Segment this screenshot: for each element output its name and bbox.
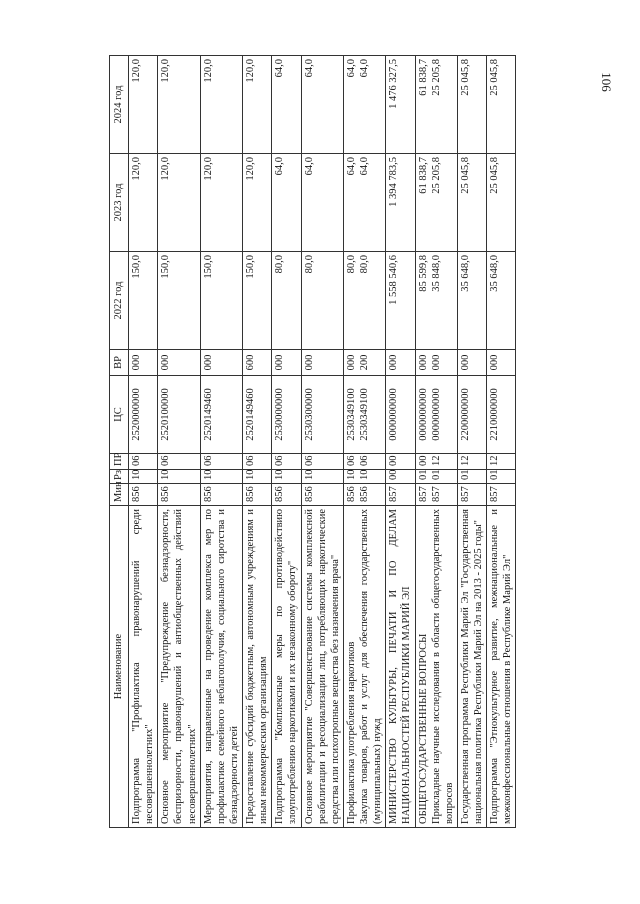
cell-cs: 2530000000 [272,376,301,454]
cell-2024: 25 045,8 [487,56,516,154]
cell-vr: 000 [386,350,415,376]
cell-2024: 120,0 [158,56,200,154]
cell-name: Основное мероприятие "Совершенствование системы комплексной реабилитации и ресоциализации лиц, потребляющих наркотические средства или психотропные вещества без назначения врача" [301,506,343,828]
table-row [200,56,242,828]
cell-vr: 000 [301,350,343,376]
cell-cs: 2520000000 [129,376,158,454]
cell-cs: 2210000000 [487,376,516,454]
cell-2024: 120,0 [243,56,272,154]
cell-rz: 10 [158,470,200,484]
table-row [158,56,200,828]
cell-2023: 64,0 [272,154,301,252]
cell-name: Подпрограмма "Комплексные меры по противодействию злоупотреблению наркотиками и их незаконному обороту" [272,506,301,828]
cell-pr: 06 [158,454,200,470]
cell-2022: 85 599,8 35 848,0 [415,252,457,350]
cell-name: Государственная программа Республики Марий Эл "Государственная национальная политика Республики Марий Эл на 2013 - 2025 годы" [457,506,486,828]
col-header-cs: ЦС [110,376,129,454]
cell-vr: 000 [129,350,158,376]
col-header-min: Мин [110,484,129,506]
cell-rz: 01 01 [415,470,457,484]
cell-rz: 10 [200,470,242,484]
cell-rz: 01 [487,470,516,484]
cell-cs: 2520149460 [243,376,272,454]
cell-2024: 61 838,7 25 205,8 [415,56,457,154]
cell-vr: 000 [200,350,242,376]
cell-2024: 120,0 [129,56,158,154]
table-row [243,56,272,828]
cell-pr: 12 [487,454,516,470]
budget-table-container [109,59,617,828]
table-row [272,56,301,828]
cell-min: 856 [200,484,242,506]
cell-2022: 150,0 [200,252,242,350]
cell-2023: 120,0 [200,154,242,252]
cell-name: Профилактика употребления наркотиков Закупка товаров, работ и услуг для обеспечения государственных (муниципальных) нужд [343,506,385,828]
rotated-page-area [109,59,617,828]
cell-name: Подпрограмма "Этнокультурное развитие, межнациональные и межконфессиональные отношения в Республике Марий Эл" [487,506,516,828]
table-row [386,56,415,828]
cell-2023: 1 394 783,5 [386,154,415,252]
cell-2023: 61 838,7 25 205,8 [415,154,457,252]
cell-name: Основное мероприятие "Предупреждение безнадзорности, беспризорности, правонарушений и антиобщественных действий несовершеннолетних" [158,506,200,828]
cell-min: 856 [272,484,301,506]
cell-name: Предоставление субсидий бюджетным, автономным учреждениям и иным некоммерческим организациям [243,506,272,828]
cell-vr: 000 200 [343,350,385,376]
col-header-2023: 2023 год [110,154,129,252]
cell-rz: 00 [386,470,415,484]
cell-2024: 120,0 [200,56,242,154]
cell-vr: 000 [487,350,516,376]
cell-min: 856 [158,484,200,506]
table-row [129,56,158,828]
cell-name: ОБЩЕГОСУДАРСТВЕННЫЕ ВОПРОСЫ Прикладные научные исследования в области общегосударственных вопросов [415,506,457,828]
cell-pr: 06 06 [343,454,385,470]
cell-2024: 1 476 327,5 [386,56,415,154]
cell-2022: 80,0 80,0 [343,252,385,350]
col-header-2024: 2024 год [110,56,129,154]
cell-pr: 06 [272,454,301,470]
cell-cs: 0000000000 [386,376,415,454]
cell-vr: 000 [457,350,486,376]
col-header-2022: 2022 год [110,252,129,350]
cell-min: 857 [386,484,415,506]
col-header-rz: Рз [110,470,129,484]
page-number: 106 [598,72,614,92]
table-body [129,56,516,828]
cell-name: МИНИСТЕРСТВО КУЛЬТУРЫ, ПЕЧАТИ И ПО ДЕЛАМ НАЦИОНАЛЬНОСТЕЙ РЕСПУБЛИКИ МАРИЙ ЭЛ [386,506,415,828]
cell-min: 856 [301,484,343,506]
cell-pr: 06 [129,454,158,470]
cell-pr: 12 [457,454,486,470]
cell-rz: 01 [457,470,486,484]
table-row [457,56,486,828]
cell-cs: 2520100000 [158,376,200,454]
cell-pr: 00 12 [415,454,457,470]
cell-2023: 25 045,8 [457,154,486,252]
cell-rz: 10 [129,470,158,484]
cell-name: Мероприятия, направленные на проведение комплекса мер по профилактике семейного неблагополучия, социального сиротства и безнадзорности детей [200,506,242,828]
cell-rz: 10 [272,470,301,484]
cell-cs: 2520149460 [200,376,242,454]
cell-2023: 120,0 [158,154,200,252]
cell-2022: 150,0 [158,252,200,350]
cell-2023: 120,0 [129,154,158,252]
cell-2024: 64,0 64,0 [343,56,385,154]
cell-2024: 64,0 [272,56,301,154]
cell-rz: 10 10 [343,470,385,484]
table-row [487,56,516,828]
cell-pr: 06 [301,454,343,470]
cell-2023: 120,0 [243,154,272,252]
cell-2022: 80,0 [301,252,343,350]
cell-vr: 000 [158,350,200,376]
cell-cs: 2530349100 2530349100 [343,376,385,454]
col-header-name: Наименование [110,506,129,828]
cell-2022: 35 648,0 [457,252,486,350]
table-row [415,56,457,828]
cell-2024: 25 045,8 [457,56,486,154]
cell-cs: 2530300000 [301,376,343,454]
cell-min: 856 [129,484,158,506]
cell-min: 856 856 [343,484,385,506]
cell-2024: 64,0 [301,56,343,154]
cell-2023: 25 045,8 [487,154,516,252]
table-row [343,56,385,828]
budget-table [109,55,516,828]
cell-2022: 80,0 [272,252,301,350]
cell-min: 857 [457,484,486,506]
table-row [301,56,343,828]
cell-vr: 000 [272,350,301,376]
cell-cs: 0000000000 0000000000 [415,376,457,454]
cell-rz: 10 [243,470,272,484]
cell-2022: 150,0 [243,252,272,350]
col-header-pr: ПР [110,454,129,470]
header-row [110,56,129,828]
cell-min: 856 [243,484,272,506]
cell-pr: 06 [243,454,272,470]
cell-min: 857 857 [415,484,457,506]
cell-2022: 150,0 [129,252,158,350]
cell-2023: 64,0 64,0 [343,154,385,252]
cell-2022: 1 558 540,6 [386,252,415,350]
cell-pr: 00 [386,454,415,470]
cell-rz: 10 [301,470,343,484]
cell-name: Подпрограмма "Профилактика правонарушений среди несовершеннолетних" [129,506,158,828]
cell-cs: 2200000000 [457,376,486,454]
col-header-vr: ВР [110,350,129,376]
cell-pr: 06 [200,454,242,470]
cell-2023: 64,0 [301,154,343,252]
cell-vr: 000 000 [415,350,457,376]
cell-min: 857 [487,484,516,506]
cell-2022: 35 648,0 [487,252,516,350]
cell-vr: 600 [243,350,272,376]
